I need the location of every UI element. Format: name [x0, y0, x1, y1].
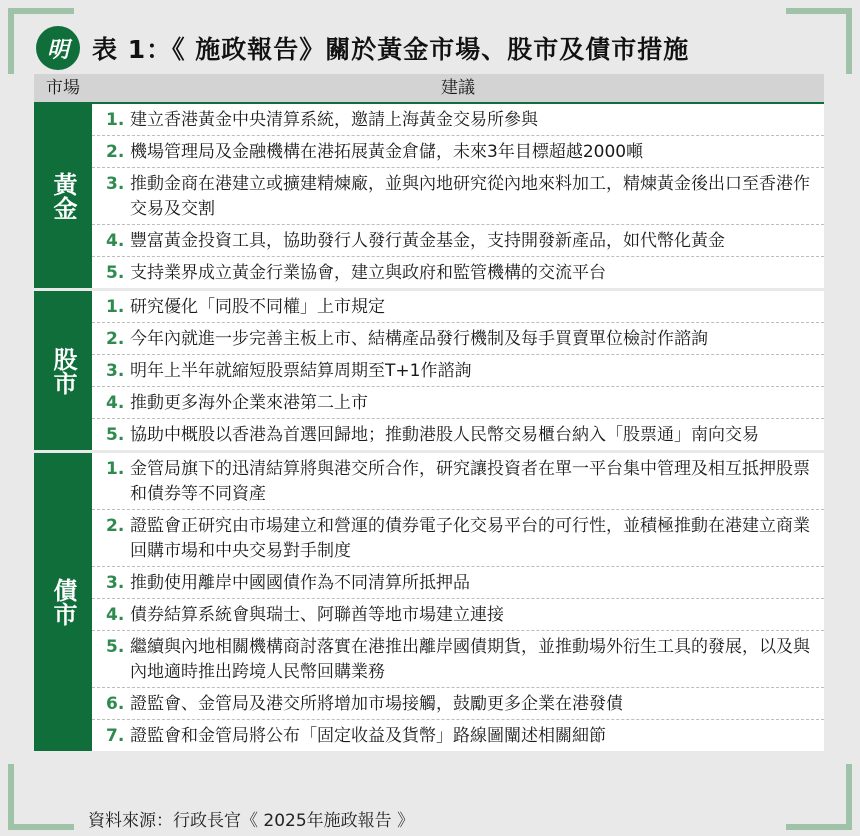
item-number: 4. — [106, 231, 125, 251]
market-label: 黃金 — [34, 104, 92, 288]
item-number: 1. — [106, 110, 125, 130]
item-text: 今年內就進一步完善主板上市、結構產品發行機制及每手買賣單位檢討作諮詢 — [130, 329, 708, 349]
item-text: 證監會和金管局將公布「固定收益及貨幣」路線圖闡述相關細節 — [130, 726, 606, 746]
proposal-list — [92, 291, 824, 450]
item-text: 支持業界成立黃金行業協會，建立與政府和監管機構的交流平台 — [130, 263, 606, 283]
source-note: 資料來源：行政長官《 2025年施政報告 》 — [88, 811, 415, 831]
item-text: 證監會、金管局及港交所將增加市場接觸，鼓勵更多企業在港發債 — [130, 694, 623, 714]
policy-table — [34, 74, 824, 754]
item-text: 推動使用離岸中國國債作為不同清算所抵押品 — [130, 573, 470, 593]
header — [36, 24, 689, 72]
item-number: 2. — [106, 329, 125, 349]
item-text: 機場管理局及金融機構在港拓展黃金倉儲，未來3年目標超越2000噸 — [130, 142, 644, 162]
list-item — [92, 688, 824, 720]
item-text: 金管局旗下的迅清結算將與港交所合作，研究讓投資者在單一平台集中管理及相互抵押股票和債券等不同資產 — [130, 459, 810, 504]
list-item — [92, 355, 824, 387]
item-number: 2. — [106, 516, 125, 536]
item-text: 建立香港黃金中央清算系統，邀請上海黃金交易所參與 — [130, 110, 538, 130]
item-number: 2. — [106, 142, 125, 162]
list-item — [92, 323, 824, 355]
item-text: 繼續與內地相關機構商討落實在港推出離岸國債期貨，並推動場外衍生工具的發展，以及與內地適時推出跨境人民幣回購業務 — [130, 637, 810, 682]
item-number: 4. — [106, 605, 125, 625]
list-item — [92, 168, 824, 225]
list-item — [92, 453, 824, 510]
item-text: 協助中概股以香港為首選回歸地；推動港股人民幣交易櫃台納入「股票通」南向交易 — [130, 425, 759, 445]
frame-corner-bottom-right — [786, 764, 852, 830]
page-title: 表 1：《 施政報告》關於黃金市場、股市及債市措施 — [92, 35, 690, 64]
list-item — [92, 225, 824, 257]
item-text: 研究優化「同股不同權」上市規定 — [130, 297, 385, 317]
item-number: 3. — [106, 573, 125, 593]
list-item — [92, 631, 824, 688]
list-item — [92, 567, 824, 599]
ming-logo: 明 — [36, 26, 80, 70]
item-number: 4. — [106, 393, 125, 413]
item-text: 推動金商在港建立或擴建精煉廠，並與內地研究從內地來料加工，精煉黃金後出口至香港作交易及交割 — [130, 174, 810, 219]
item-text: 債券結算系統會與瑞士、阿聯酋等地市場建立連接 — [130, 605, 504, 625]
frame-corner-top-right — [786, 8, 852, 74]
list-item — [92, 419, 824, 450]
list-item — [92, 104, 824, 136]
item-number: 3. — [106, 174, 125, 194]
market-group — [34, 453, 824, 754]
item-number: 1. — [106, 459, 125, 479]
list-item — [92, 257, 824, 288]
table-body — [34, 104, 824, 754]
proposal-list — [92, 104, 824, 288]
list-item — [92, 387, 824, 419]
item-text: 推動更多海外企業來港第二上市 — [130, 393, 368, 413]
market-label: 股市 — [34, 291, 92, 450]
item-number: 3. — [106, 361, 125, 381]
item-number: 1. — [106, 297, 125, 317]
list-item — [92, 136, 824, 168]
market-group — [34, 291, 824, 453]
list-item — [92, 291, 824, 323]
proposal-list — [92, 453, 824, 751]
table-header — [34, 74, 824, 104]
list-item — [92, 510, 824, 567]
header-market: 市場 — [46, 78, 80, 98]
item-number: 5. — [106, 637, 125, 657]
market-group — [34, 104, 824, 291]
item-text: 豐富黃金投資工具，協助發行人發行黃金基金，支持開發新產品，如代幣化黃金 — [130, 231, 725, 251]
list-item — [92, 599, 824, 631]
item-text: 證監會正研究由市場建立和營運的債券電子化交易平台的可行性，並積極推動在港建立商業回購市場和中央交易對手制度 — [130, 516, 810, 561]
frame-corner-bottom-left — [8, 764, 74, 830]
list-item — [92, 720, 824, 751]
item-number: 5. — [106, 425, 125, 445]
item-number: 7. — [106, 726, 125, 746]
market-label: 債市 — [34, 453, 92, 751]
item-number: 5. — [106, 263, 125, 283]
item-text: 明年上半年就縮短股票結算周期至T+1作諮詢 — [130, 361, 472, 381]
item-number: 6. — [106, 694, 125, 714]
header-proposal: 建議 — [441, 78, 475, 98]
